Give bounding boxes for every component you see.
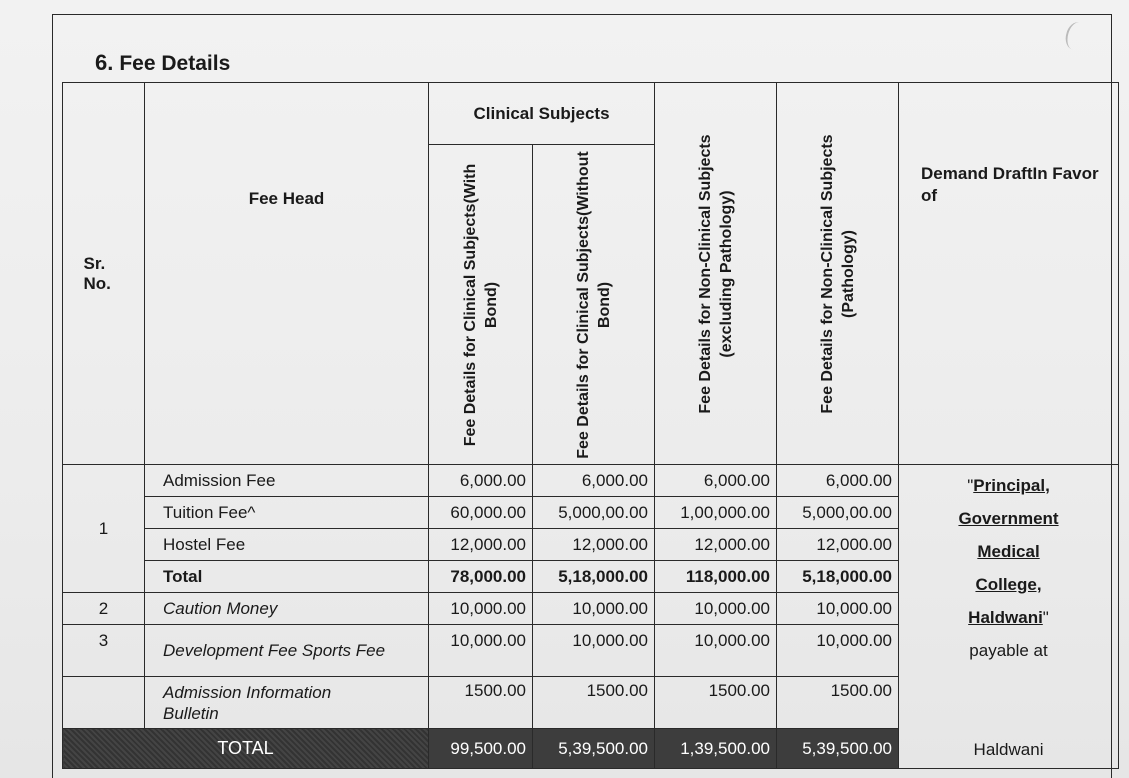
value-cell: 1,00,000.00	[655, 497, 777, 529]
value-cell: 10,000.00	[655, 593, 777, 625]
value-cell: 78,000.00	[429, 561, 533, 593]
sr-cell	[63, 677, 145, 729]
sr-no-header: Sr. No.	[63, 83, 145, 465]
value-cell: 1500.00	[777, 677, 899, 729]
fee-details-table	[62, 82, 1119, 769]
value-cell: 12,000.00	[777, 529, 899, 561]
header-row-1	[63, 83, 1119, 145]
clinical-subjects-header: Clinical Subjects	[429, 83, 655, 145]
fee-head-header: Fee Head	[145, 83, 429, 465]
value-cell: 10,000.00	[777, 625, 899, 677]
value-cell: 5,000,00.00	[533, 497, 655, 529]
grand-total-label: TOTAL	[63, 729, 429, 769]
grand-total-value: 1,39,500.00	[655, 729, 777, 769]
section-number: 6.	[95, 50, 114, 75]
section-title	[95, 50, 230, 76]
payable-at-text: payable at	[969, 641, 1048, 660]
col2-header: Fee Details for Clinical Subjects(Without Bond)	[533, 145, 655, 465]
value-cell: 5,18,000.00	[777, 561, 899, 593]
value-cell: 10,000.00	[655, 625, 777, 677]
fee-head-cell: Tuition Fee^	[145, 497, 429, 529]
value-cell: 6,000.00	[533, 465, 655, 497]
fee-head-cell: Admission Fee	[145, 465, 429, 497]
value-cell: 12,000.00	[429, 529, 533, 561]
payee-line-1: Principal,	[973, 476, 1050, 495]
sr-cell: 3	[63, 625, 145, 677]
value-cell: 1500.00	[429, 677, 533, 729]
col4-header: Fee Details for Non-Clinical Subjects (Pathology)	[777, 83, 899, 465]
value-cell: 10,000.00	[533, 593, 655, 625]
value-cell: 6,000.00	[429, 465, 533, 497]
value-cell: 5,18,000.00	[533, 561, 655, 593]
value-cell: 5,000,00.00	[777, 497, 899, 529]
sr-cell: 2	[63, 593, 145, 625]
grand-total-value: 5,39,500.00	[777, 729, 899, 769]
payee-line-5: Haldwani	[968, 608, 1043, 627]
value-cell: 12,000.00	[533, 529, 655, 561]
value-cell: 118,000.00	[655, 561, 777, 593]
value-cell: 10,000.00	[777, 593, 899, 625]
value-cell: 12,000.00	[655, 529, 777, 561]
demand-draft-cell: "Principal, Government Medical College, Haldwani" payable at Haldwani	[899, 465, 1119, 769]
value-cell: 60,000.00	[429, 497, 533, 529]
section-title-text: Fee Details	[119, 52, 231, 75]
fee-head-cell: Caution Money	[145, 593, 429, 625]
value-cell: 10,000.00	[429, 625, 533, 677]
value-cell: 6,000.00	[777, 465, 899, 497]
table-row	[63, 465, 1119, 497]
value-cell: 10,000.00	[429, 593, 533, 625]
fee-head-cell: Total	[145, 561, 429, 593]
value-cell: 1500.00	[655, 677, 777, 729]
col3-header: Fee Details for Non-Clinical Subjects (excluding Pathology)	[655, 83, 777, 465]
demand-draft-header: Demand DraftIn Favor of	[899, 83, 1119, 465]
value-cell: 10,000.00	[533, 625, 655, 677]
fee-head-cell: Admission Information Bulletin	[145, 677, 429, 729]
payee-line-2: Government	[958, 509, 1059, 528]
value-cell: 6,000.00	[655, 465, 777, 497]
fee-head-cell: Development Fee Sports Fee	[145, 625, 429, 677]
grand-total-value: 5,39,500.00	[533, 729, 655, 769]
payee-line-3: Medical	[977, 542, 1040, 561]
sr-cell: 1	[63, 465, 145, 593]
fee-head-cell: Hostel Fee	[145, 529, 429, 561]
payable-place: Haldwani	[973, 740, 1044, 759]
col1-header: Fee Details for Clinical Subjects(With Bond)	[429, 145, 533, 465]
value-cell: 1500.00	[533, 677, 655, 729]
payee-line-4: College,	[975, 575, 1042, 594]
grand-total-value: 99,500.00	[429, 729, 533, 769]
